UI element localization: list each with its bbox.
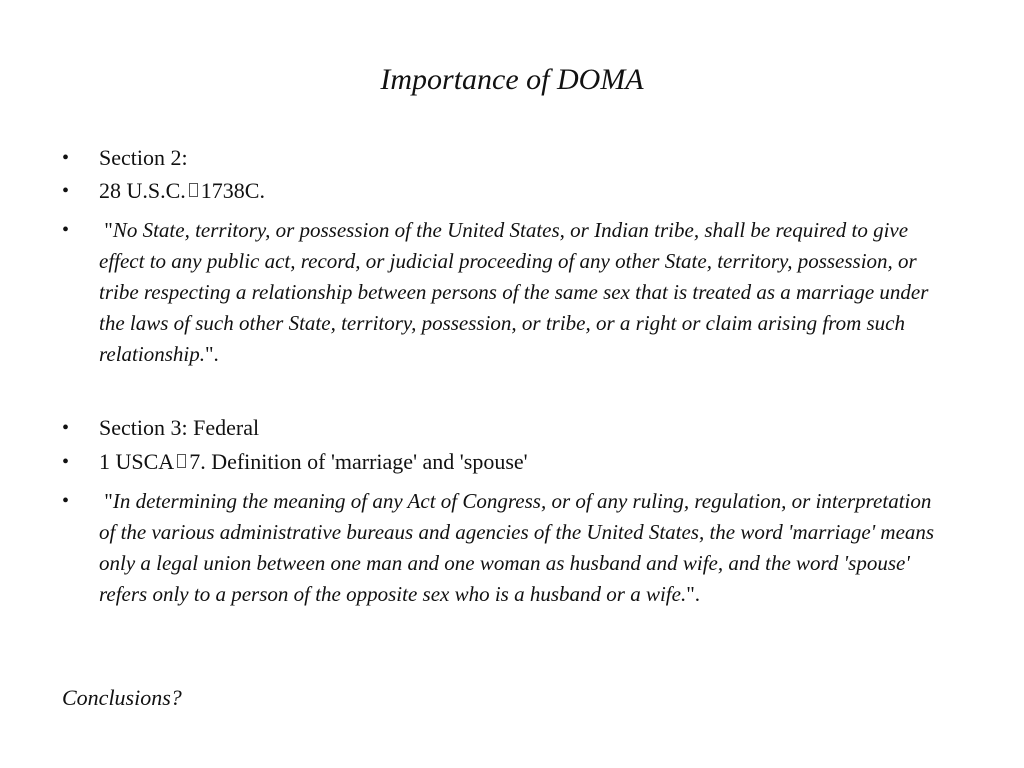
bullet-dot: • — [62, 490, 70, 512]
bullet-dot: • — [62, 451, 70, 473]
bullet-section2-heading — [62, 142, 962, 174]
section3-quote — [99, 486, 962, 610]
bullet-dot: • — [62, 147, 70, 169]
section2-heading: Section 2: — [99, 145, 188, 170]
conclusions-text: Conclusions? — [62, 685, 182, 710]
slide-title: Importance of DOMA — [380, 63, 644, 96]
section3-citation — [99, 446, 962, 478]
section2-citation — [99, 175, 962, 207]
section2-quote-text: No State, territory, or possession of the United States, or Indian tribe, shall be required to give effect to any public act, record, or judicial proceeding of any other State, territory, possession, or tribe respecting a relationship between persons of the same sex that is treated as a marriage under the laws of such other State, territory, possession, or tribe, or a right or claim arising from such relationship. — [99, 218, 929, 366]
section2-citation-prefix: 28 U.S.C. — [99, 178, 186, 203]
section2-citation-suffix: 1738C. — [200, 178, 265, 203]
section3-quote-close: ". — [686, 582, 701, 606]
section3-citation-suffix: 7. Definition of 'marriage' and 'spouse' — [189, 449, 528, 474]
section2-quote — [99, 215, 962, 370]
bullet-section3-citation — [62, 446, 962, 478]
section2-quote-close: ". — [204, 342, 219, 366]
bullet-section2-quote — [62, 215, 962, 370]
bullet-section2-citation — [62, 175, 962, 207]
bullet-dot: • — [62, 417, 70, 439]
section-symbol-icon — [189, 183, 198, 197]
bullet-section3-heading — [62, 412, 962, 444]
section3-quote-text: In determining the meaning of any Act of Congress, or of any ruling, regulation, or interpretation of the various administrative bureaus and agencies of the United States, the word 'marriage' means only a legal union between one man and one woman as husband and wife, and the word 'spouse' refers only to a person of the opposite sex who is a husband or a wife. — [99, 489, 935, 606]
section2-quote-open: " — [99, 218, 113, 242]
section-symbol-icon — [177, 454, 186, 468]
section3-quote-open: " — [99, 489, 113, 513]
section3-citation-prefix: 1 USCA — [99, 449, 175, 474]
bullet-section3-quote — [62, 486, 962, 610]
bullet-dot: • — [62, 219, 70, 241]
section3-heading: Section 3: Federal — [99, 415, 260, 440]
bullet-dot: • — [62, 180, 70, 202]
